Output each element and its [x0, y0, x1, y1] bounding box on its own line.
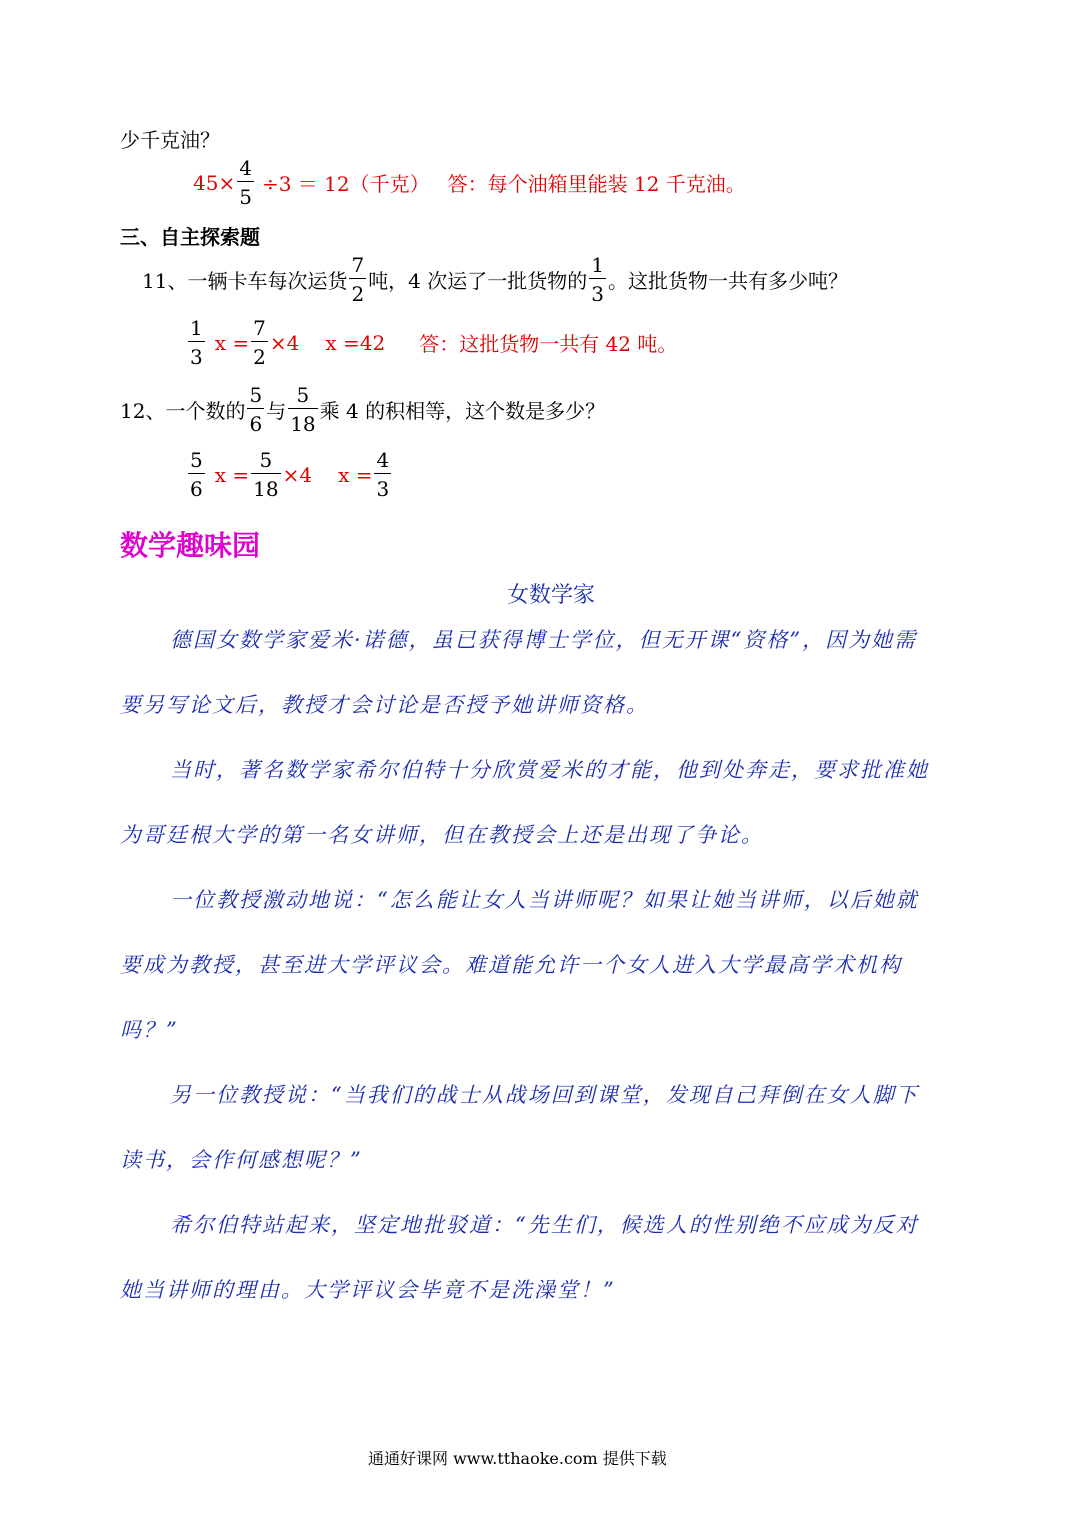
q12-answer-fraction-2: $\frac{5}{18}$	[253, 448, 279, 501]
q10-answer-line	[193, 158, 746, 207]
section3-heading: 三、自主探索题	[120, 225, 260, 249]
q10-fraction: $\frac{4}{5}$	[239, 156, 252, 209]
q11-answer-fraction-1: $\frac{1}{3}$	[190, 316, 203, 369]
q10-rest: ÷3 ＝ 12（千克）	[261, 172, 430, 196]
fun-section-heading: 数学趣味园	[120, 529, 261, 562]
q11-text-c: 。这批货物一共有多少吨？	[608, 269, 849, 293]
q10-answer-text: 答：每个油箱里能装 12 千克油。	[447, 172, 746, 196]
q11-text-b: 吨，4 次运了一批货物的	[368, 269, 588, 293]
q11-x-eq: x =	[214, 330, 250, 355]
story-paragraph: 当时，著名数学家希尔伯特十分欣赏爱米的才能，他到处奔走，要求批准她为哥廷根大学的第一名女讲师，但在教授会上还是出现了争论。	[120, 758, 929, 847]
q12-x-eq: x =	[214, 462, 250, 487]
page-footer: 通通好课网 www.tthaoke.com 提供下载	[368, 1449, 667, 1468]
q11-fraction-1: $\frac{7}{2}$	[351, 253, 365, 306]
q12-text-b: 与	[266, 399, 287, 423]
q10-lead: 45×	[193, 170, 236, 195]
q11-answer-fraction-2: $\frac{7}{2}$	[253, 316, 266, 369]
q12-text-c: 乘 4 的积相等，这个数是多少？	[319, 399, 606, 423]
story-paragraph: 一位教授激动地说：“怎么能让女人当讲师呢？如果让她当讲师，以后她就要成为教授，甚至进大学评议会。难道能允许一个女人进入大学最高学术机构吗？”	[120, 888, 919, 1042]
q11-text-a: 11、一辆卡车每次运货	[142, 269, 348, 293]
q12-times: ×4	[282, 462, 313, 487]
question-continuation: 少千克油？	[120, 128, 220, 152]
q12-answer-fraction-3: $\frac{4}{3}$	[376, 448, 390, 501]
story-paragraph: 德国女数学家爱米·诺德，虽已获得博士学位，但无开课“资格”，因为她需要另写论文后，教授才会讨论是否授予她讲师资格。	[120, 628, 918, 717]
q12-text-a: 12、一个数的	[120, 399, 246, 423]
q11-result: x =42	[325, 330, 386, 355]
story-paragraph: 希尔伯特站起来，坚定地批驳道：“先生们，候选人的性别绝不应成为反对她当讲师的理由。大学评议会毕竟不是洗澡堂！”	[120, 1213, 919, 1302]
q12-question	[120, 385, 605, 434]
q12-x-eq-2: x =	[338, 462, 373, 487]
q12-answer-fraction-1: $\frac{5}{6}$	[190, 448, 203, 501]
q11-answer-text: 答：这批货物一共有 42 吨。	[419, 332, 678, 356]
q11-answer-line	[186, 318, 677, 367]
q11-times: ×4	[269, 330, 300, 355]
q11-question	[142, 255, 848, 304]
q12-fraction-2: $\frac{5}{18}$	[290, 383, 316, 436]
story-paragraph: 另一位教授说：“当我们的战士从战场回到课堂，发现自己拜倒在女人脚下读书，会作何感想呢？”	[120, 1083, 919, 1172]
q12-answer-line	[186, 450, 393, 499]
q11-fraction-2: $\frac{1}{3}$	[591, 253, 605, 306]
q12-fraction-1: $\frac{5}{6}$	[249, 383, 263, 436]
story-title: 女数学家	[507, 583, 596, 608]
